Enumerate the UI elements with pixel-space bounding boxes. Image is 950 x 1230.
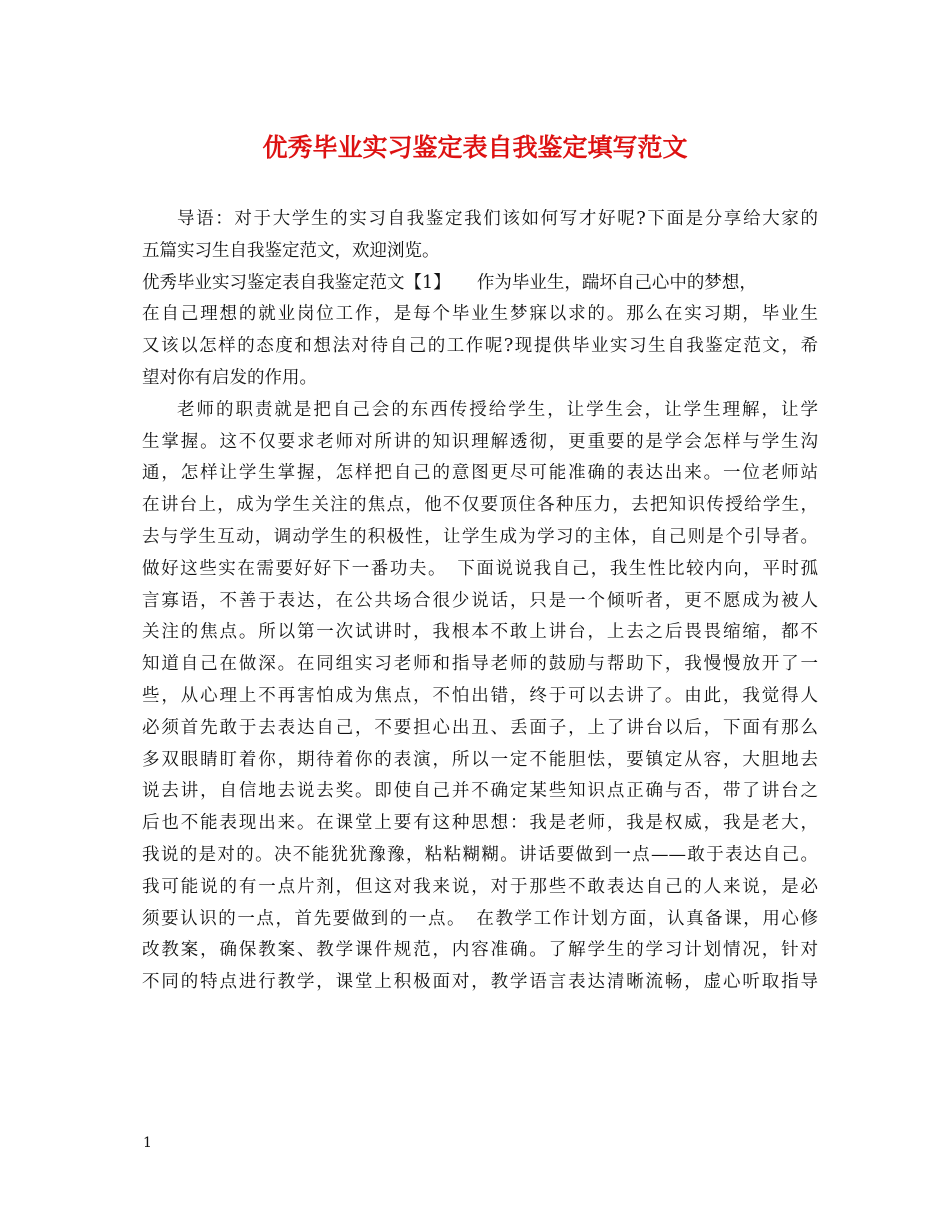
body-text-line: 五篇实习生自我鉴定范文，欢迎浏览。 <box>142 240 440 261</box>
page-number: 1 <box>143 1135 152 1151</box>
body-text-line: 导语：对于大学生的实习自我鉴定我们该如何写才好呢?下面是分享给大家的 <box>177 209 818 229</box>
body-text-line: 我说的是对的。决不能犹犹豫豫，粘粘糊糊。讲话要做到一点——敢于表达自己。 <box>142 844 818 865</box>
body-text-line: 优秀毕业实习鉴定表自我鉴定范文【1】 作为毕业生，踹坏自己心中的梦想， <box>142 272 757 293</box>
body-text-line: 说去讲，自信地去说去奖。即使自己并不确定某些知识点正确与否，带了讲台之 <box>142 781 818 802</box>
body-text-line: 老师的职责就是把自己会的东西传授给学生，让学生会，让学生理解，让学 <box>177 399 818 420</box>
body-text-line: 后也不能表现出来。在课堂上要有这种思想：我是老师，我是权威，我是老大， <box>142 813 818 834</box>
body-text-line: 必须首先敢于去表达自己，不要担心出丑、丢面子，上了讲台以后，下面有那么 <box>142 717 818 738</box>
body-text-line: 些，从心理上不再害怕成为焦点，不怕出错，终于可以去讲了。由此，我觉得人 <box>142 685 818 706</box>
body-text-line: 关注的焦点。所以第一次试讲时，我根本不敢上讲台，上去之后畏畏缩缩，都不 <box>142 622 818 643</box>
body-text-line: 在自己理想的就业岗位工作，是每个毕业生梦寐以求的。那么在实习期，毕业生 <box>142 304 818 325</box>
body-text-line: 生掌握。这不仅要求老师对所讲的知识理解透彻，更重要的是学会怎样与学生沟 <box>142 431 818 452</box>
body-text-line: 多双眼睛盯着你，期待着你的表演，所以一定不能胆怯，要镇定从容，大胆地去 <box>142 749 818 770</box>
body-text-line: 做好这些实在需要好好下一番功夫。 下面说说我自己，我生性比较内向，平时孤 <box>142 558 818 579</box>
body-text-line: 通，怎样让学生掌握，怎样把自己的意图更尽可能准确的表达出来。一位老师站 <box>142 463 818 484</box>
body-text-line: 言寡语，不善于表达，在公共场合很少说话，只是一个倾听者，更不愿成为被人 <box>142 590 818 611</box>
body-text-line: 须要认识的一点，首先要做到的一点。 在教学工作计划方面，认真备课，用心修 <box>142 908 818 929</box>
body-text-line: 望对你有启发的作用。 <box>142 367 317 388</box>
document-title: 优秀毕业实习鉴定表自我鉴定填写范文 <box>262 133 688 162</box>
body-text-line: 不同的特点进行教学，课堂上积极面对，教学语言表达清晰流畅，虚心听取指导 <box>142 972 818 993</box>
body-text-line: 知道自己在做深。在同组实习老师和指导老师的鼓励与帮助下，我慢慢放开了一 <box>142 654 818 675</box>
body-text-line: 在讲台上，成为学生关注的焦点，他不仅要顶住各种压力，去把知识传授给学生， <box>142 495 818 516</box>
body-text-line: 去与学生互动，调动学生的积极性，让学生成为学习的主体，自己则是个引导者。 <box>142 526 818 547</box>
body-text-line: 我可能说的有一点片剂，但这对我来说，对于那些不敢表达自己的人来说，是必 <box>142 876 818 897</box>
document-body <box>142 204 818 999</box>
body-text-line: 改教案，确保教案、教学课件规范，内容准确。了解学生的学习计划情况，针对 <box>142 940 818 961</box>
body-text-line: 又该以怎样的态度和想法对待自己的工作呢?现提供毕业实习生自我鉴定范文，希 <box>142 336 818 357</box>
